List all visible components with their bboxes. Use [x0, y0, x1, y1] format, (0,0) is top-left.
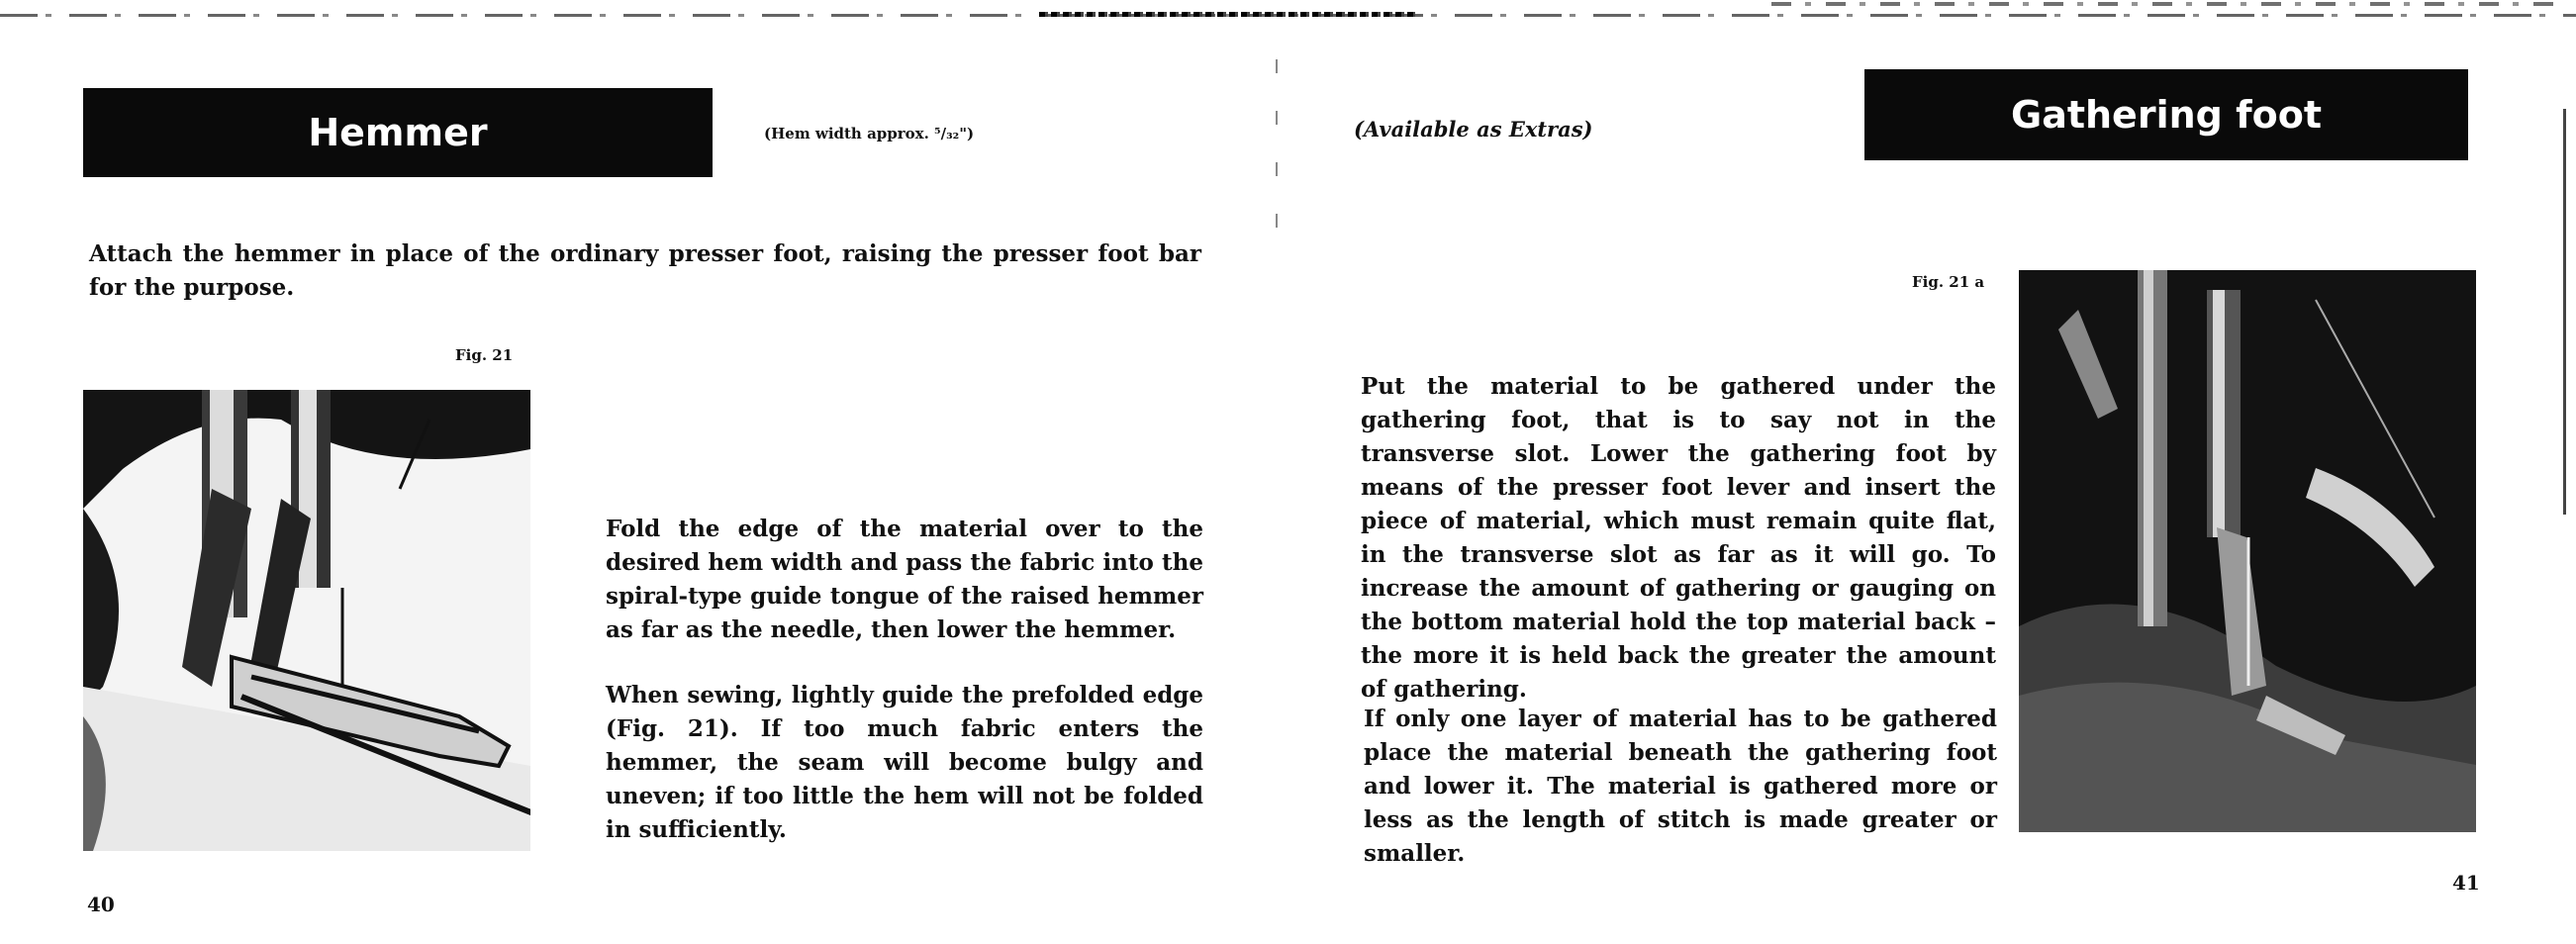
page-number-left: 40 — [87, 893, 115, 916]
hemmer-title-bar — [83, 88, 713, 177]
page-gutter — [1276, 59, 1278, 257]
gathering-foot-title: Gathering foot — [2011, 93, 2322, 137]
availability-note: (Available as Extras) — [1354, 117, 1593, 142]
scan-artifact-right — [1771, 2, 2563, 6]
gathering-paragraph-1: Put the material to be gathered under the gathering foot, that is to say not in the transverse slot. Lower the gathering foot by means of the presser foot lever and insert the piece of material, which must remain quite flat, in the transverse slot as far as it will go. To increase the amount of gathering or gauging on the bottom material hold the top material back – the more it is held back the greater the amount of gathering. — [1361, 373, 1996, 703]
hemmer-paragraph-1: Fold the edge of the material over to the desired hem width and pass the fabric into the spiral-type guide tongue of the raised hemmer as far as the needle, then lower the hemmer. — [606, 516, 1203, 643]
fig-21-hemmer-photo — [83, 390, 530, 851]
fig-21a-label: Fig. 21 a — [1912, 273, 1985, 291]
hemmer-paragraph-2: When sewing, lightly guide the prefolded edge (Fig. 21). If too much fabric enters the hemmer, the seam will become bulgy and uneven; if too little the hem will not be folded in sufficiently. — [606, 682, 1203, 843]
hemmer-intro: Attach the hemmer in place of the ordinary presser foot, raising the presser foot bar for the purpose. — [89, 240, 1201, 301]
gathering-paragraph-2: If only one layer of material has to be gathered place the material beneath the gathering foot and lower it. The material is gathered more or less as the length of stitch is made greater or smaller. — [1364, 706, 1997, 867]
page-edge — [2563, 109, 2566, 515]
hemmer-illustration — [83, 390, 530, 851]
hemmer-title: Hemmer — [308, 111, 488, 154]
hem-width-note: (Hem width approx. ⁵/₃₂") — [764, 125, 975, 142]
page-number-right: 41 — [2452, 871, 2480, 895]
gathering-foot-illustration — [2019, 270, 2476, 832]
scan-artifact-top-dark — [1039, 12, 1415, 17]
fig-21-label: Fig. 21 — [455, 346, 514, 364]
gathering-foot-title-bar — [1864, 69, 2468, 160]
fig-21a-gathering-photo — [2019, 270, 2476, 832]
